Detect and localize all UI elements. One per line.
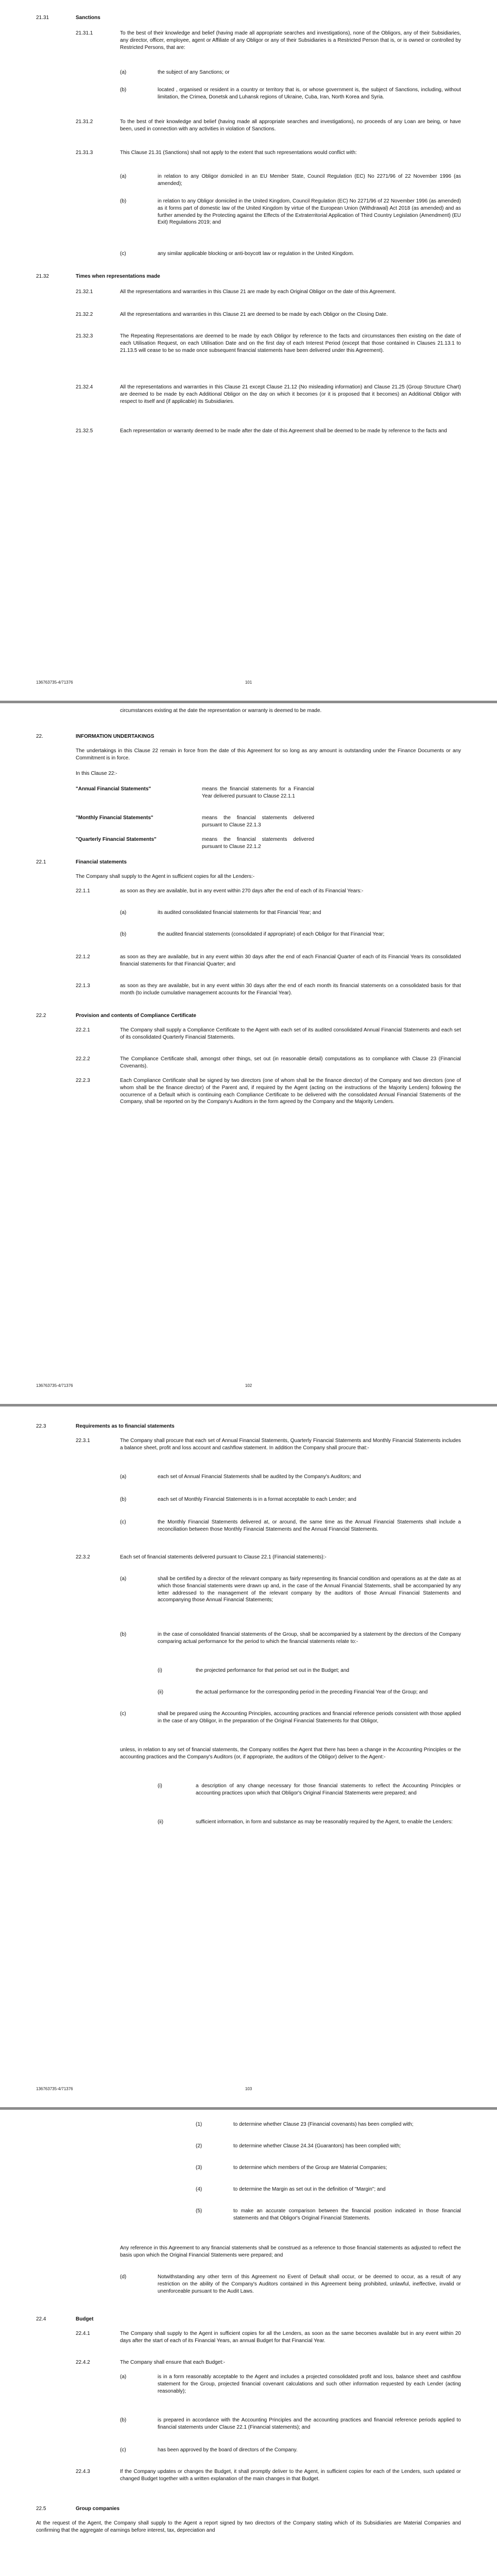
item-label: (a) [120,174,127,179]
clause-heading: INFORMATION UNDERTAKINGS [76,734,155,739]
page-104 [0,2110,497,2576]
document-reference: 136763735-4/71376 [36,680,73,685]
item-label: (b) [120,2417,127,2423]
clause-text: The Company shall supply to the Agent in sufficient copies for all the Lenders, as soon as the same becomes available but in any event within 20 days after the start of each of its Financial Years, an annual Budget for that Financial Year. [120,2331,461,2344]
page-103 [0,1406,497,2107]
clause-text: If the Company updates or changes the Budget, it shall promptly deliver to the Agent, in sufficient copies for each of the Lenders, such updated or changed Budget together with a written explanation of the main changes in that Budget. [120,2469,461,2482]
definition-term: "Quarterly Financial Statements" [76,837,157,842]
item-text: a description of any change necessary for those financial statements to reflect the Accounting Principles or accounting practices upon which that Obligor's Original Financial Statements were prepared; and [196,1783,461,1796]
item-label: (5) [196,2208,202,2214]
clause-number: 21.32.3 [76,333,93,339]
clause-text: The Repeating Representations are deemed to be made by each Obligor by reference to the facts and circumstances then existing on the date of each Utilisation Request, on each Utilisation Date and on the first day of each Interest Period (except that those contained in Clauses 21.13.1 to 21.13.5 will cease to be so made once subsequent financial statements have been delivered under this Agreement). [120,333,461,353]
clause-number: 22.3 [36,1423,46,1429]
item-label: (1) [196,2122,202,2127]
clause-number: 22.4.3 [76,2469,90,2475]
clause-text: unless, in relation to any set of financial statements, the Company notifies the Agent that there has been a change in the Accounting Principles or the accounting practices and the Company's Auditors (or, if appropriate, the auditors of the Obligor) deliver to the Agent:- [120,1747,461,1760]
item-text: in relation to any Obligor domiciled in an EU Member State, Council Regulation (EC) No 2271/96 of 22 November 1996 (as amended); [158,174,461,187]
item-label: (3) [196,2165,202,2171]
clause-number: 22.2.2 [76,1056,90,1062]
item-text: the Monthly Financial Statements delivered at, or around, the same time as the Annual Financial Statements shall include a reconciliation between those Monthly Financial Statements and the Annual Financial Statements. [158,1519,461,1532]
clause-heading: Provision and contents of Compliance Certificate [76,1013,196,1019]
clause-text: All the representations and warranties in this Clause 21 are deemed to be made by each Obligor on the Closing Date. [120,312,388,317]
item-text: to determine which members of the Group are Material Companies; [233,2165,387,2171]
clause-number: 21.31.2 [76,119,93,125]
item-text: is in a form reasonably acceptable to the Agent and includes a projected consolidated profit and loss, balance sheet and cashflow statement for the Group, projected financial covenant calculations and such other information requested by each Lender (acting reasonably); [158,2374,461,2394]
clause-text: as soon as they are available, but in any event within 30 days after the end of each month its financial statements on a consolidated basis for that month (to include cumulative management accounts for the Financial Year). [120,983,461,996]
clause-number: 22.2 [36,1013,46,1019]
item-text: any similar applicable blocking or anti-boycott law or regulation in the United Kingdom. [158,251,354,257]
page-number: 103 [245,2087,252,2091]
item-label: (c) [120,1711,126,1717]
item-label: (i) [158,1668,162,1673]
definition-text: means the financial statements delivered pursuant to Clause 22.1.3 [202,815,314,828]
clause-text: To the best of their knowledge and belief (having made all appropriate searches and investigations), none of the Obligors, any of their Subsidiaries, any director, officer, employee, agent or Affiliate of any Obligor or any of their Subsidiaries is a Restricted Person that is, or is owned or controlled by Restricted Persons, that are: [120,30,461,50]
page-number: 101 [245,680,252,685]
document-reference: 136763735-4/71376 [36,1383,73,1388]
item-text: Notwithstanding any other term of this Agreement no Event of Default shall occur, or be deemed to occur, as a result of any restriction on the ability of the Company's Auditors contained in this Agreement being prohibited, unlawful, ineffective, invalid or unenforceable pursuant to the Audit Laws. [158,2274,461,2294]
item-label: (b) [120,931,127,937]
item-text: the projected performance for that period set out in the Budget; and [196,1668,349,1673]
clause-number: 21.32.1 [76,289,93,295]
clause-number: 22.2.1 [76,1027,90,1033]
clause-heading: Sanctions [76,15,100,21]
item-text: the audited financial statements (consolidated if appropriate) of each Obligor for that Financial Year; [158,931,385,937]
clause-heading: Times when representations made [76,274,160,279]
clause-heading: Requirements as to financial statements [76,1423,175,1429]
item-label: (a) [120,1474,127,1480]
item-label: (d) [120,2274,127,2280]
clause-number: 22.3.1 [76,1438,90,1444]
clause-text: Each representation or warranty deemed to be made after the date of this Agreement shall be deemed to be made by reference to the facts and [120,428,447,434]
item-label: (b) [120,198,127,204]
document-reference: 136763735-4/71376 [36,2087,73,2091]
clause-number: 22.4.1 [76,2331,90,2336]
item-text: in relation to any Obligor domiciled in the United Kingdom, Council Regulation (EC) No 2271/96 of 22 November 1996 (as amended) as it forms part of domestic law of the United Kingdom by virtue of the European Union (Withdrawal) Act 2018 (as amended) and as further amended by the Protecting against the Effects of the Extraterritorial Application of Third Country Legislation (Amendment) (EU Exit) Regulations 2019; and [158,198,461,226]
item-text: the actual performance for the corresponding period in the preceding Financial Year of the Group; and [196,1689,428,1695]
clause-text: This Clause 21.31 (Sanctions) shall not apply to the extent that such representations would conflict with: [120,150,357,156]
clause-heading: Budget [76,2316,94,2322]
clause-number: 22.1.2 [76,954,90,960]
clause-text: The Company shall procure that each set of Annual Financial Statements, Quarterly Financial Statements and Monthly Financial Statements includes a balance sheet, profit and loss account and cashflow statement. In addition the Company shall procure that:- [120,1438,461,1451]
page-number: 102 [245,1383,252,1388]
item-label: (a) [120,2374,127,2380]
item-text: to determine the Margin as set out in the definition of "Margin"; and [233,2187,386,2192]
definition-term: "Annual Financial Statements" [76,786,151,792]
clause-number: 22.2.3 [76,1078,90,1083]
item-label: (b) [120,1632,127,1637]
definition-term: "Monthly Financial Statements" [76,815,153,821]
item-label: (i) [158,1783,162,1789]
item-text: has been approved by the board of directors of the Company. [158,2447,298,2453]
item-text: each set of Annual Financial Statements shall be audited by the Company's Auditors; and [158,1474,361,1480]
clause-text: All the representations and warranties in this Clause 21 except Clause 21.12 (No misleading information) and Clause 21.25 (Group Structure Chart) are deemed to be made by each Additional Obligor on the day on which it becomes (or it is proposed that it becomes) an Additional Obligor with respect to itself and (if applicable) its Subsidiaries. [120,384,461,404]
clause-number: 21.32.5 [76,428,93,434]
clause-text: Any reference in this Agreement to any financial statements shall be construed as a reference to those financial statements as adjusted to reflect the basis upon which the Original Financial Statements were prepared; and [120,2245,461,2258]
item-label: (c) [120,2447,126,2453]
item-text: shall be certified by a director of the relevant company as fairly representing its financial condition and operations as at the date as at which those financial statements were drawn up and, in the case of the Annual Financial Statements, shall be accompanied by any letter addressed to the management of the relevant company by the auditors of those Annual Financial Statements and accompanying those Annual Financial Statements; [158,1576,461,1603]
item-label: (4) [196,2187,202,2192]
clause-number: 22.1 [36,859,46,865]
clause-number: 22.3.2 [76,1554,90,1560]
clause-text: In this Clause 22:- [76,771,117,776]
clause-number: 22.4 [36,2316,46,2322]
clause-number: 22. [36,734,43,739]
clause-text: Each set of financial statements delivered pursuant to Clause 22.1 (Financial statements):- [120,1554,327,1560]
clause-number: 21.32.4 [76,384,93,390]
item-text: sufficient information, in form and substance as may be reasonably required by the Agent, to enable the Lenders: [196,1819,453,1825]
definition-text: means the financial statements for a Financial Year delivered pursuant to Clause 22.1.1 [202,786,314,799]
clause-number: 22.5 [36,2506,46,2512]
item-text: the subject of any Sanctions; or [158,70,230,75]
clause-text: The Company shall supply to the Agent in sufficient copies for all the Lenders:- [76,874,255,879]
clause-text: The Compliance Certificate shall, amongst other things, set out (in reasonable detail) computations as to compliance with Clause 23 (Financial Covenants). [120,1056,461,1069]
definition-text: means the financial statements delivered pursuant to Clause 22.1.2 [202,837,314,850]
item-label: (ii) [158,1689,164,1695]
item-text: each set of Monthly Financial Statements is in a format acceptable to each Lender; and [158,1497,356,1502]
clause-text: The Company shall ensure that each Budget:- [120,2360,226,2365]
item-label: (a) [120,1576,127,1582]
item-label: (a) [120,910,127,916]
item-label: (ii) [158,1819,164,1825]
clause-number: 22.1.3 [76,983,90,989]
item-text: is prepared in accordance with the Accounting Principles and the accounting practices and financial reference periods applied to financial statements under Clause 22.1 (Financial statements); and [158,2417,461,2430]
item-text: shall be prepared using the Accounting Principles, accounting practices and financial reference periods consistent with those applied in the case of any Obligor, in the preparation of the Original Financial Statements for that Obligor, [158,1711,461,1724]
item-text: to determine whether Clause 24.34 (Guarantors) has been complied with; [233,2143,401,2149]
clause-text: The undertakings in this Clause 22 remain in force from the date of this Agreement for so long as any amount is outstanding under the Finance Documents or any Commitment is in force. [76,748,461,761]
clause-text: All the representations and warranties in this Clause 21 are made by each Original Obligor on the date of this Agreement. [120,289,396,295]
clause-number: 21.31.1 [76,30,93,36]
clause-text: To the best of their knowledge and belief (having made all appropriate searches and investigations), no proceeds of any Loan are being, or have been, used in connection with any activities in violation of Sanctions. [120,119,461,132]
page-101 [0,0,497,701]
item-text: its audited consolidated financial statements for that Financial Year; and [158,910,321,916]
item-text: located , organised or resident in a country or territory that is, or whose government is, the subject of Sanctions, including, without limitation, the Crimea, Donetsk and Luhansk regions of Ukraine, Cuba, Iran, North Korea and Syria. [158,87,461,100]
item-label: (2) [196,2143,202,2149]
item-label: (c) [120,251,126,257]
item-label: (b) [120,1497,127,1502]
clause-number: 21.32 [36,274,49,279]
clause-number: 22.4.2 [76,2360,90,2365]
page-102 [0,703,497,1404]
item-text: in the case of consolidated financial statements of the Group, shall be accompanied by a statement by the directors of the Company comparing actual performance for the period to which the financial statements relate to:- [158,1632,461,1645]
clause-heading: Group companies [76,2506,120,2512]
item-label: (a) [120,70,127,75]
clause-text: At the request of the Agent, the Company shall supply to the Agent a report signed by two directors of the Company stating which of its Subsidiaries are Material Companies and confirming that the aggregate of earnings before interest, tax, depreciation and [36,2520,461,2533]
clause-heading: Financial statements [76,859,127,865]
item-label: (b) [120,87,127,93]
item-label: (c) [120,1519,126,1525]
item-text: to determine whether Clause 23 (Financial covenants) has been complied with; [233,2122,414,2127]
clause-text: circumstances existing at the date the representation or warranty is deemed to be made. [120,708,322,714]
clause-text: Each Compliance Certificate shall be signed by two directors (one of whom shall be the finance director) of the Company and two directors (one of whom shall be the finance director) of the Parent and, if required by the Agent (acting on the instructions of the Majority Lenders) following the occurrence of a Default which is continuing each Compliance Certificate to be delivered with the consolidated Annual Financial Statements of the Company, shall be reported on by the Company's Auditors in the form agreed by the Company and the Majority Lenders. [120,1078,461,1105]
clause-text: as soon as they are available, but in any event within 270 days after the end of each of its Financial Years:- [120,888,364,894]
clause-number: 22.1.1 [76,888,90,894]
clause-text: The Company shall supply a Compliance Certificate to the Agent with each set of its audited consolidated Annual Financial Statements and each set of its consolidated Quarterly Financial Statements. [120,1027,461,1040]
clause-text: as soon as they are available, but in any event within 30 days after the end of each Financial Quarter of each of its Financial Years its consolidated financial statements for that Financial Quarter; and [120,954,461,967]
clause-number: 21.31 [36,15,49,21]
clause-number: 21.31.3 [76,150,93,156]
clause-number: 21.32.2 [76,312,93,317]
item-text: to make an accurate comparison between the financial position indicated in those financial statements and that Obligor's Original Financial Statements. [233,2208,461,2221]
